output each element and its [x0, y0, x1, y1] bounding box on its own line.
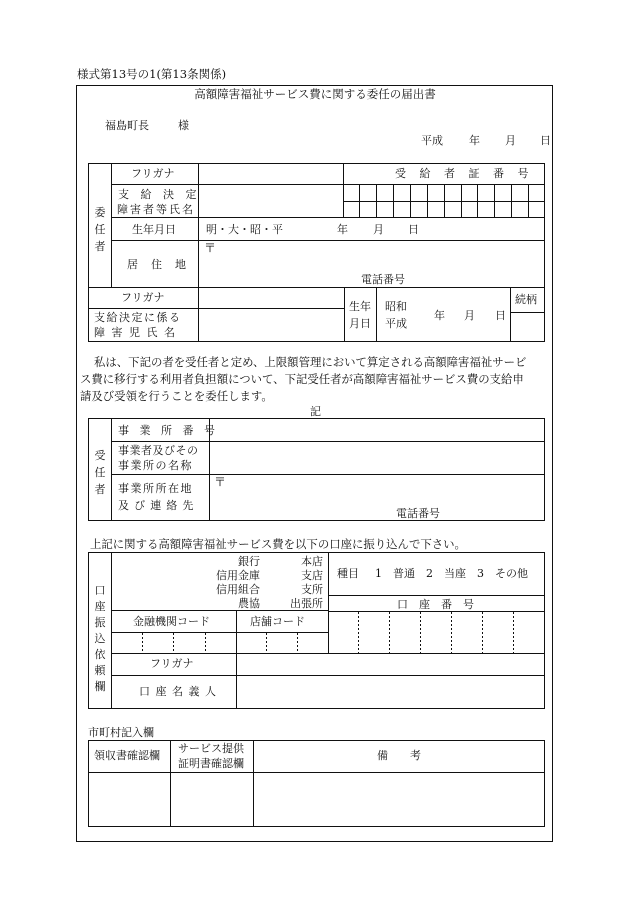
delegator-phone-label: 電話番号 [361, 273, 405, 286]
office-name-label-2: 事業所の名称 [118, 459, 193, 472]
delegator-name-label-2: 障害者等氏名 [117, 203, 195, 216]
branch-type-shisho: 支所 [301, 583, 323, 596]
service-cert-label-2: 証明書確認欄 [178, 757, 244, 770]
child-name-field[interactable] [199, 309, 344, 341]
child-era-showa: 昭和 [385, 300, 407, 313]
inst-type-shinkin: 信用金庫 [216, 569, 260, 582]
form-title: 高額障害福祉サービス費に関する委任の届出書 [194, 87, 436, 101]
branch-code-label: 店舗コード [250, 615, 305, 628]
addressee: 福島町長 [105, 119, 149, 132]
remarks-field[interactable] [254, 773, 544, 826]
child-birth-year: 年 [434, 309, 445, 322]
holder-field[interactable] [237, 676, 544, 708]
service-cert-field[interactable] [171, 773, 253, 826]
receipt-check-field[interactable] [89, 773, 170, 826]
addressee-honorific: 様 [178, 119, 189, 132]
form-id: 様式第13号の1(第13条関係) [77, 67, 227, 81]
address-postal-mark: 〒 [204, 241, 217, 255]
office-address-field[interactable] [210, 475, 544, 520]
delegator-birth-day: 日 [408, 223, 419, 236]
child-birth-label-1: 生年 [349, 300, 371, 313]
delegator-name-label-1: 支 給 決 定 [118, 188, 201, 201]
delegate-side-label: 受任者 [94, 449, 106, 497]
receipt-check-label: 領収書確認欄 [94, 749, 160, 762]
branch-type-shiten: 支店 [301, 569, 323, 582]
delegator-birth-year: 年 [337, 223, 348, 236]
cert-number-label: 受 給 者 証 番 号 [395, 167, 534, 180]
office-name-field[interactable] [210, 442, 544, 474]
branch-name-field[interactable] [266, 553, 296, 610]
office-phone-label: 電話番号 [396, 507, 440, 520]
date-day-label: 日 [540, 134, 551, 147]
inst-type-shinkumi: 信用組合 [216, 583, 260, 596]
delegator-furigana-label: フリガナ [131, 167, 175, 180]
ki-heading: 記 [310, 405, 321, 418]
delegator-name-field[interactable] [199, 185, 343, 217]
child-birth-month: 月 [464, 309, 475, 322]
inst-code-field[interactable] [112, 633, 236, 653]
holder-furigana-label: フリガナ [150, 657, 194, 670]
municipal-heading: 市町村記入欄 [88, 726, 154, 739]
bank-side-label: 口座振込依頼欄 [94, 584, 106, 693]
office-postal-mark: 〒 [214, 475, 227, 489]
service-cert-label-1: サービス提供 [178, 742, 244, 755]
address-label: 居 住 地 [127, 258, 187, 271]
account-number-label: 口 座 番 号 [397, 598, 474, 611]
inst-code-label: 金融機関コード [133, 615, 210, 628]
office-address-label-2: 及 び 連 絡 先 [118, 499, 195, 512]
office-address-label-1: 事業所所在地 [118, 482, 193, 495]
branch-code-field[interactable] [237, 633, 328, 653]
child-era-heisei: 平成 [385, 317, 407, 330]
child-furigana-field[interactable] [199, 288, 344, 308]
delegator-side-label: 委任者 [94, 206, 106, 254]
holder-label: 口 座 名 義 人 [139, 685, 217, 698]
account-type-options[interactable]: 1 普通 2 当座 3 その他 [375, 567, 528, 580]
cert-number-field[interactable] [344, 185, 544, 217]
bank-intro: 上記に関する高額障害福祉サービス費を以下の口座に振り込んで下さい。 [90, 537, 466, 551]
branch-type-shutchojo: 出張所 [290, 597, 323, 610]
statement-line-3: 請及び受領を行うことを委任します。 [80, 389, 273, 403]
delegator-birth-month: 月 [373, 223, 384, 236]
date-month-label: 月 [505, 134, 516, 147]
statement-line-2: ス費に移行する利用者負担額について、下記受任者が高額障害福祉サービス費の支給申 [80, 372, 524, 386]
office-number-label: 事 業 所 番 号 [118, 424, 219, 437]
child-birth-day: 日 [495, 309, 506, 322]
delegator-birth-label: 生年月日 [132, 223, 176, 236]
child-birth-label-2: 月日 [349, 317, 371, 330]
office-name-label-1: 事業者及びその [118, 444, 199, 457]
date-year-label: 年 [469, 134, 480, 147]
statement-line-1: 私は、下記の者を受任者と定め、上限額管理において算定される高額障害福祉サービ [94, 355, 527, 369]
account-number-field[interactable] [329, 612, 544, 653]
office-number-field[interactable] [210, 419, 544, 441]
child-name-label-1: 支給決定に係る [94, 311, 182, 324]
holder-furigana-field[interactable] [237, 654, 544, 675]
branch-type-honten: 本店 [301, 555, 323, 568]
relation-label: 続柄 [515, 293, 537, 306]
delegator-birth-eras: 明・大・昭・平 [206, 223, 283, 236]
child-name-label-2: 障 害 児 氏 名 [94, 326, 177, 339]
remarks-label: 備 考 [377, 749, 421, 762]
account-type-label: 種目 [337, 567, 359, 580]
delegator-furigana-field[interactable] [199, 164, 343, 184]
inst-type-nokyo: 農協 [238, 597, 260, 610]
child-furigana-label: フリガナ [121, 291, 165, 304]
relation-field[interactable] [511, 313, 544, 341]
date-era: 平成 [421, 134, 443, 147]
inst-type-bank: 銀行 [238, 555, 260, 568]
inst-name-field[interactable] [112, 553, 212, 610]
